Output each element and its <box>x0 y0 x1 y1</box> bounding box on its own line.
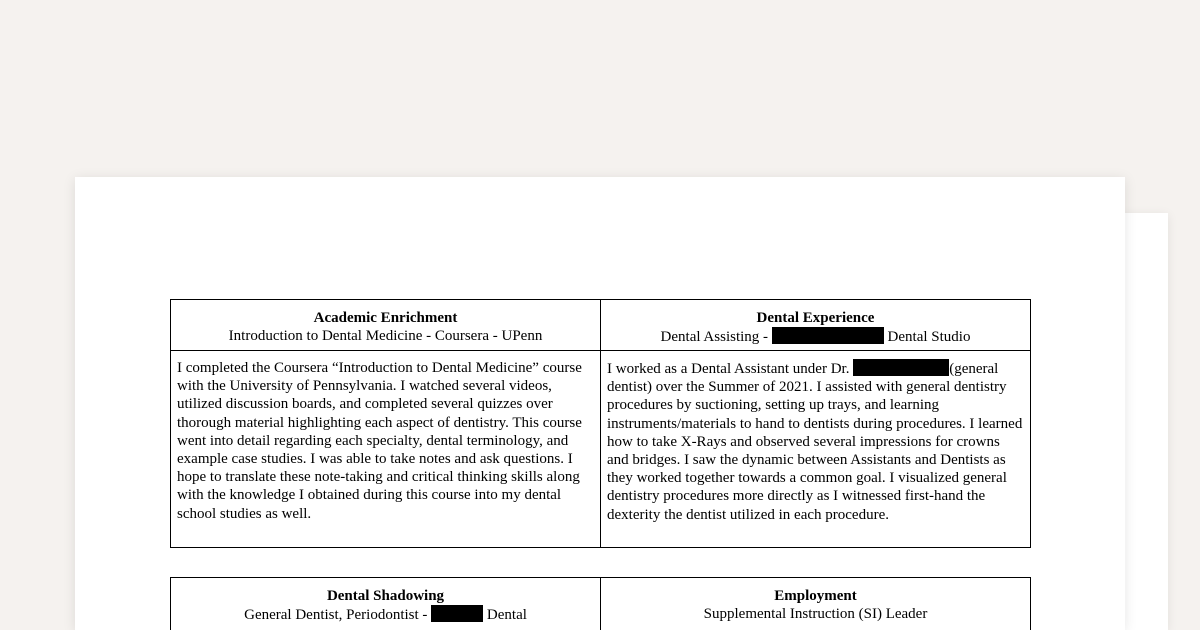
employment-header <box>601 578 1031 630</box>
redaction-bar <box>853 359 949 376</box>
dental-experience-body <box>601 351 1031 548</box>
redaction-bar <box>431 605 483 622</box>
dental-experience-header <box>601 300 1031 351</box>
academic-enrichment-header <box>171 300 601 351</box>
subtitle-prefix: General Dentist, Periodontist - <box>244 607 432 623</box>
next-page-preview <box>1120 213 1168 630</box>
dental-shadowing-header <box>171 578 601 630</box>
experience-table-2 <box>170 577 1031 630</box>
experience-table-1 <box>170 299 1031 548</box>
section-subtitle <box>171 605 600 624</box>
section-title: Dental Experience <box>756 310 875 326</box>
body-suffix: (general dentist) over the Summer of 2021. I assisted with general dentistry procedures by suctioning, setting up trays, and learning instruments/materials to hand to dentists during procedures. I learned how to take X-Rays and observed several impressions for crowns and bridges. I saw the dynamic between Assistants and Dentists as they worked together towards a common goal. I visualized general dentistry procedures more directly as I witnessed first-hand the dexterity the dentist utilized in each procedure. <box>607 361 1023 523</box>
academic-enrichment-body: I completed the Coursera “Introduction to Dental Medicine” course with the University of Pennsylvania. I watched several videos, utilized discussion boards, and completed several quizzes over thorough material highlighting each aspect of dentistry. This course went into detail regarding each specialty, dental terminology, and example case studies. I was able to take notes and ask questions. I hope to translate these note-taking and critical thinking skills along with the knowledge I obtained during this course into my dental school studies as well. <box>171 351 601 548</box>
section-title: Academic Enrichment <box>313 310 458 326</box>
section-title: Employment <box>774 588 857 604</box>
document-page <box>75 177 1125 630</box>
redaction-bar <box>772 327 884 344</box>
section-subtitle: Introduction to Dental Medicine - Coursera - UPenn <box>228 328 543 344</box>
section-subtitle: Supplemental Instruction (SI) Leader <box>703 606 928 622</box>
subtitle-suffix: Dental <box>483 607 527 623</box>
subtitle-suffix: Dental Studio <box>883 329 971 345</box>
section-subtitle <box>601 327 1030 346</box>
subtitle-prefix: Dental Assisting - <box>660 329 772 345</box>
body-prefix: I worked as a Dental Assistant under Dr. <box>607 361 854 377</box>
section-title: Dental Shadowing <box>326 588 445 604</box>
